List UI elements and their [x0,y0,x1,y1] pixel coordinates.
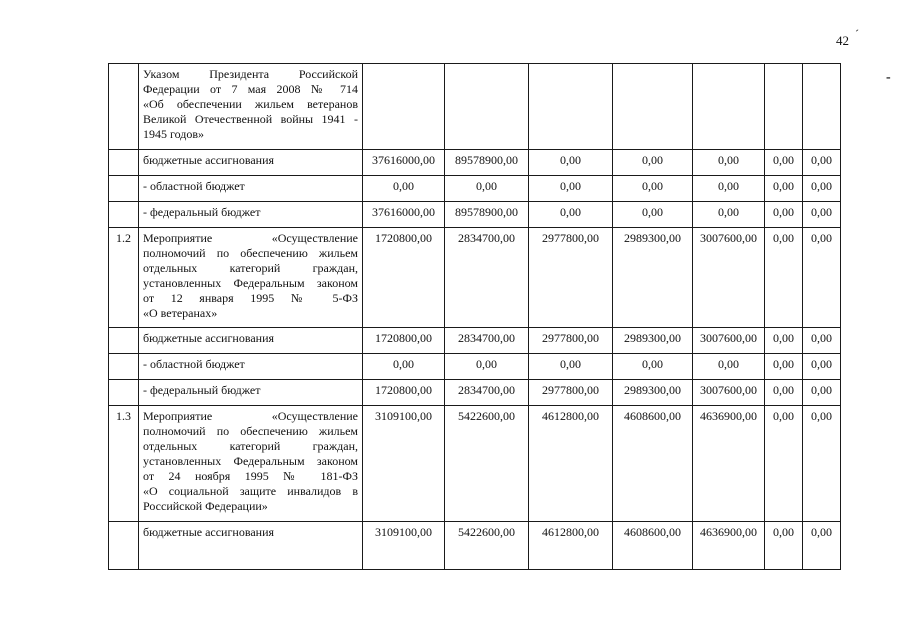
description-line: «О ветеранах» [143,306,218,320]
description-line: от 24 ноября 1995 № 181-ФЗ [143,469,358,483]
row-index-cell [109,176,139,202]
description-line: «Об обеспечении жильем ветеранов [143,97,358,111]
row-index-cell [109,64,139,150]
page-tick-mark: ´ [855,27,859,41]
value-cell: 0,00 [803,176,841,202]
value-cell: 0,00 [529,150,613,176]
row-description-cell [139,64,363,150]
value-cell: 2989300,00 [613,380,693,406]
budget-allocation-table [108,63,841,570]
edge-dash-mark: - [886,70,891,85]
value-cell: 0,00 [765,354,803,380]
value-cell: 3007600,00 [693,228,765,328]
value-cell: 0,00 [803,228,841,328]
description-line: Федерации от 7 мая 2008 № 714 [143,82,358,96]
row-description-cell [139,406,363,522]
value-cell: 0,00 [613,354,693,380]
description-line: от 12 января 1995 № 5-ФЗ [143,291,358,305]
description-line: 1945 годов» [143,127,205,141]
row-description-cell [139,228,363,328]
value-cell: 0,00 [803,522,841,570]
description-line: отдельных категорий граждан, [143,439,358,453]
value-cell: 0,00 [445,354,529,380]
value-cell [765,64,803,150]
value-cell: 37616000,00 [363,202,445,228]
value-cell: 0,00 [765,522,803,570]
row-index-cell [109,328,139,354]
table-row [109,228,841,328]
value-cell [803,64,841,150]
value-cell: 0,00 [765,150,803,176]
value-cell: 89578900,00 [445,150,529,176]
table-row [109,354,841,380]
table-row [109,176,841,202]
value-cell: 0,00 [765,228,803,328]
description-line: «О социальной защите инвалидов в [143,484,358,498]
value-cell: 2989300,00 [613,228,693,328]
description-line: полномочий по обеспечению жильем [143,424,358,438]
value-cell [613,64,693,150]
row-index-cell: 1.2 [109,228,139,328]
value-cell: 0,00 [693,202,765,228]
row-description-cell: - областной бюджет [139,354,363,380]
table-row [109,406,841,522]
value-cell: 0,00 [693,176,765,202]
row-description-cell: - областной бюджет [139,176,363,202]
value-cell: 5422600,00 [445,522,529,570]
row-index-cell [109,354,139,380]
value-cell: 0,00 [529,202,613,228]
description-line: Указом Президента Российской [143,67,358,81]
table-body [109,64,841,570]
value-cell: 0,00 [529,354,613,380]
value-cell: 0,00 [803,328,841,354]
value-cell: 1720800,00 [363,380,445,406]
value-cell: 4612800,00 [529,522,613,570]
value-cell: 0,00 [693,150,765,176]
value-cell: 0,00 [613,150,693,176]
value-cell: 0,00 [803,406,841,522]
value-cell: 0,00 [765,176,803,202]
table-row [109,522,841,570]
value-cell: 4636900,00 [693,406,765,522]
row-index-cell: 1.3 [109,406,139,522]
row-index-cell [109,202,139,228]
value-cell: 5422600,00 [445,406,529,522]
value-cell: 0,00 [613,176,693,202]
value-cell: 0,00 [765,406,803,522]
value-cell: 2834700,00 [445,380,529,406]
value-cell: 0,00 [363,176,445,202]
description-line: Мероприятие «Осуществление [143,409,358,423]
table-row [109,380,841,406]
table-row [109,64,841,150]
value-cell: 89578900,00 [445,202,529,228]
value-cell: 1720800,00 [363,228,445,328]
row-index-cell [109,522,139,570]
description-line: Великой Отечественной войны 1941 - [143,112,358,126]
value-cell: 3007600,00 [693,328,765,354]
value-cell: 4636900,00 [693,522,765,570]
value-cell: 0,00 [803,202,841,228]
table-row [109,202,841,228]
value-cell: 3109100,00 [363,406,445,522]
row-description-cell: бюджетные ассигнования [139,150,363,176]
value-cell: 2989300,00 [613,328,693,354]
description-line: Мероприятие «Осуществление [143,231,358,245]
row-index-cell [109,380,139,406]
value-cell [445,64,529,150]
value-cell: 0,00 [445,176,529,202]
value-cell: 3007600,00 [693,380,765,406]
row-index-cell [109,150,139,176]
value-cell: 3109100,00 [363,522,445,570]
value-cell: 4608600,00 [613,522,693,570]
value-cell: 2834700,00 [445,328,529,354]
value-cell: 4608600,00 [613,406,693,522]
value-cell: 0,00 [765,380,803,406]
row-description-cell: бюджетные ассигнования [139,522,363,570]
value-cell: 2977800,00 [529,380,613,406]
value-cell: 0,00 [765,202,803,228]
description-line: полномочий по обеспечению жильем [143,246,358,260]
value-cell: 0,00 [803,150,841,176]
description-line: установленных Федеральным законом [143,454,358,468]
table-row [109,328,841,354]
row-description-cell: бюджетные ассигнования [139,328,363,354]
page-number: 42 [836,33,849,48]
value-cell [363,64,445,150]
description-line: установленных Федеральным законом [143,276,358,290]
table-row [109,150,841,176]
description-line: отдельных категорий граждан, [143,261,358,275]
value-cell: 2834700,00 [445,228,529,328]
value-cell: 1720800,00 [363,328,445,354]
value-cell [693,64,765,150]
value-cell: 0,00 [765,328,803,354]
value-cell [529,64,613,150]
row-description-cell: - федеральный бюджет [139,380,363,406]
value-cell: 0,00 [613,202,693,228]
value-cell: 0,00 [363,354,445,380]
description-line: Российской Федерации» [143,499,268,513]
value-cell: 2977800,00 [529,328,613,354]
value-cell: 2977800,00 [529,228,613,328]
value-cell: 0,00 [803,354,841,380]
value-cell: 0,00 [529,176,613,202]
value-cell: 0,00 [803,380,841,406]
row-description-cell: - федеральный бюджет [139,202,363,228]
value-cell: 0,00 [693,354,765,380]
value-cell: 37616000,00 [363,150,445,176]
value-cell: 4612800,00 [529,406,613,522]
